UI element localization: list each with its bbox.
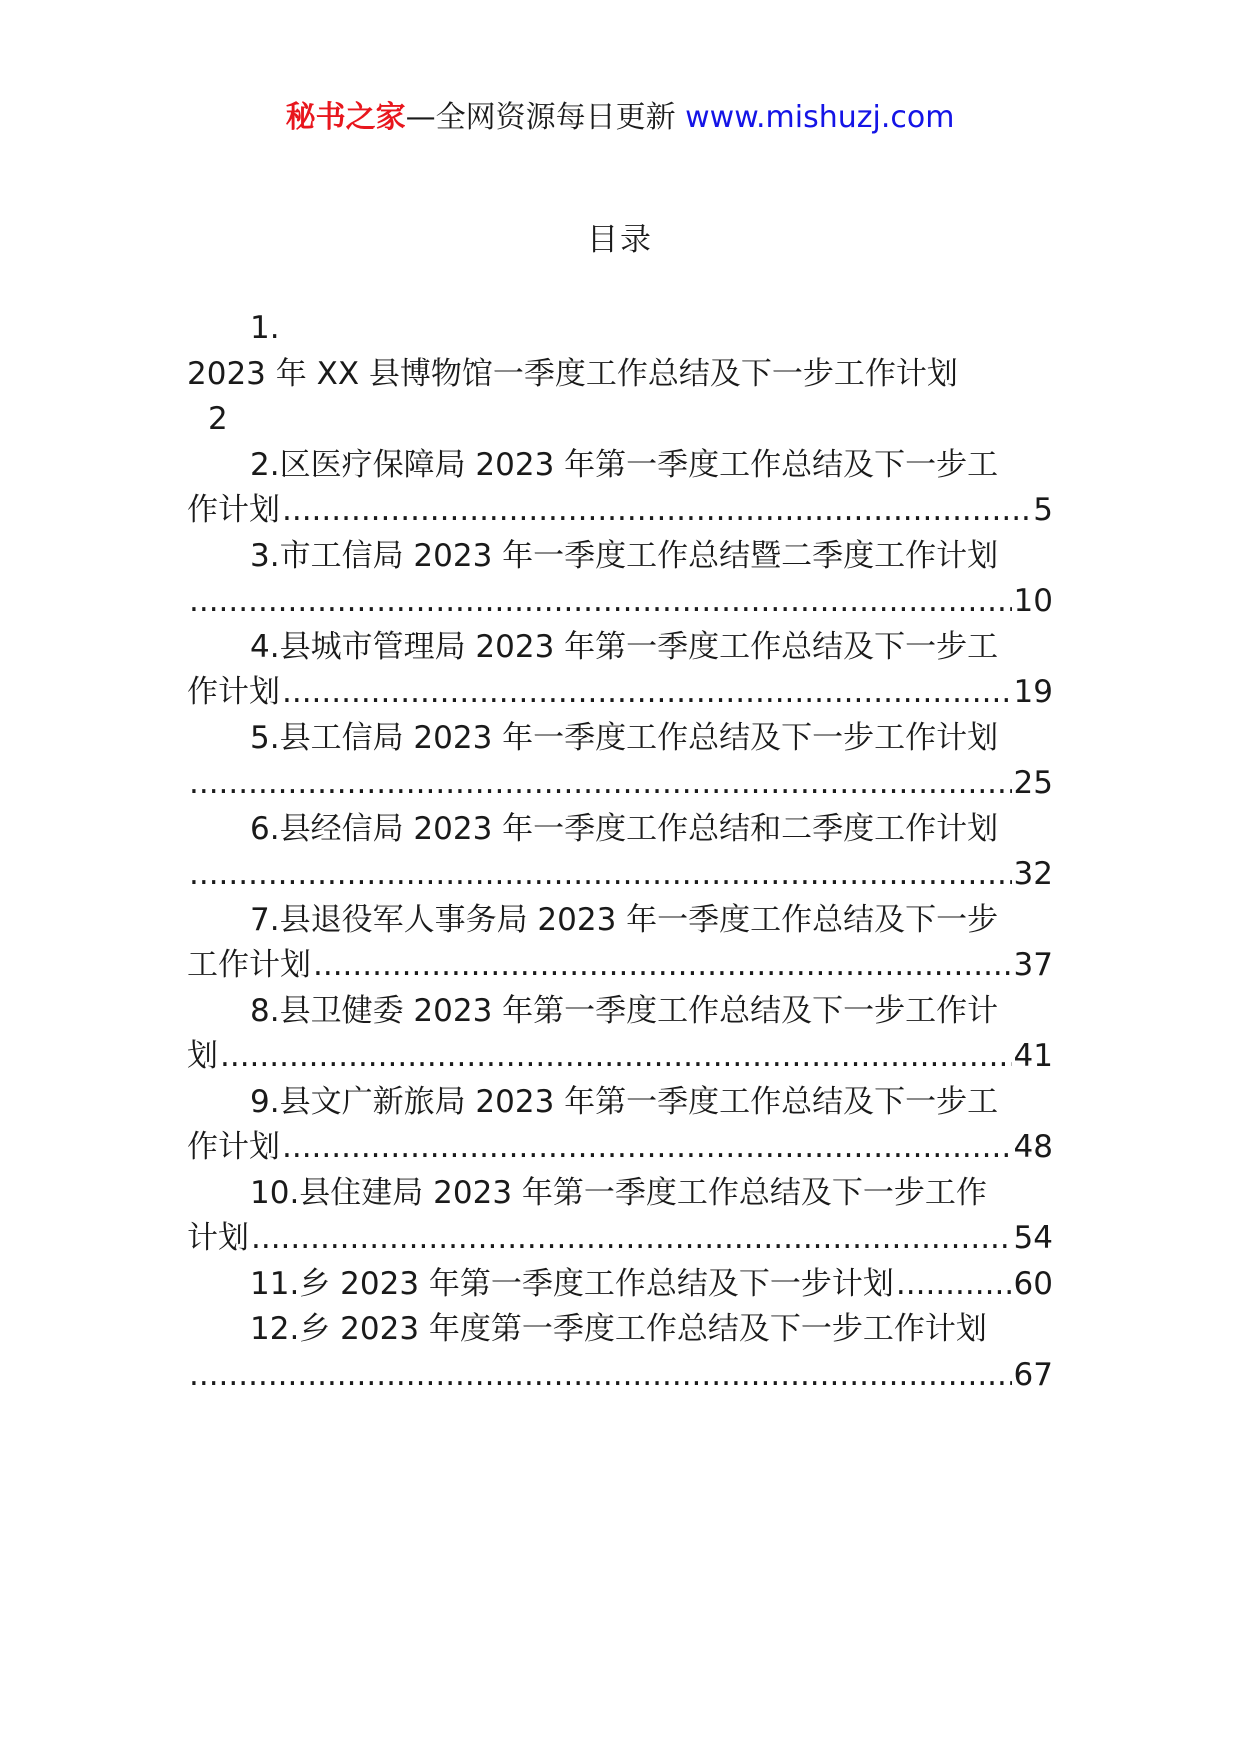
toc-entry-6[interactable] <box>187 807 1053 898</box>
toc-entry-page: 48 <box>1013 1129 1053 1165</box>
toc-entry-title: 2023 年 XX 县博物馆一季度工作总结及下一步工作计划 <box>187 355 958 392</box>
brand-name: 秘书之家 <box>285 100 406 135</box>
toc-entry-11[interactable] <box>187 1262 1053 1308</box>
toc-entry-3[interactable] <box>187 534 1053 625</box>
toc-entry-page: 5 <box>1033 492 1053 528</box>
dot-leader <box>282 670 1012 716</box>
page-header <box>0 98 1240 138</box>
toc-entry-title: 6.县经信局 2023 年一季度工作总结和二季度工作计划 <box>250 810 999 847</box>
toc-entry-title: 3.市工信局 2023 年一季度工作总结暨二季度工作计划 <box>250 537 999 574</box>
toc-entry-title: 2.区医疗保障局 2023 年第一季度工作总结及下一步工 <box>250 446 999 483</box>
toc-entry-8[interactable] <box>187 989 1053 1080</box>
toc-entry-title: 5.县工信局 2023 年一季度工作总结及下一步工作计划 <box>250 719 999 756</box>
toc-entry-page: 25 <box>1013 765 1053 801</box>
dot-leader <box>189 1353 1012 1399</box>
toc-entry-2[interactable] <box>187 443 1053 534</box>
toc-entry-title: 9.县文广新旅局 2023 年第一季度工作总结及下一步工 <box>250 1083 999 1120</box>
dot-leader <box>251 1216 1012 1262</box>
toc-entry-title-continued: 划 <box>187 1038 218 1074</box>
toc-entry-page: 32 <box>1013 856 1053 892</box>
dot-leader <box>282 1125 1012 1171</box>
toc-entry-12[interactable] <box>187 1307 1053 1398</box>
dot-leader <box>189 761 1012 807</box>
toc-entry-title-continued: 作计划 <box>187 1129 280 1165</box>
toc-entry-title: 11.乡 2023 年第一季度工作总结及下一步计划 <box>250 1265 894 1302</box>
page-title: 目录 <box>587 222 653 258</box>
dot-leader <box>896 1262 1012 1308</box>
toc-entry-title: 4.县城市管理局 2023 年第一季度工作总结及下一步工 <box>250 628 999 665</box>
toc-entry-page: 41 <box>1013 1038 1053 1074</box>
dot-leader <box>189 852 1012 898</box>
toc-entry-5[interactable] <box>187 716 1053 807</box>
toc-entry-title-continued: 工作计划 <box>187 947 311 983</box>
toc-entry-title-continued: 作计划 <box>187 492 280 528</box>
toc-entry-4[interactable] <box>187 625 1053 716</box>
toc-entry-title-continued: 计划 <box>187 1220 249 1256</box>
toc-entry-title: 8.县卫健委 2023 年第一季度工作总结及下一步工作计 <box>250 992 999 1029</box>
toc-entry-1[interactable] <box>187 306 1053 443</box>
dot-leader <box>220 1034 1012 1080</box>
table-of-contents <box>187 306 1053 1398</box>
toc-entry-number: 1. <box>250 310 280 346</box>
toc-entry-title-continued: 作计划 <box>187 674 280 710</box>
toc-entry-7[interactable] <box>187 898 1053 989</box>
dot-leader <box>282 488 1031 534</box>
toc-entry-10[interactable] <box>187 1171 1053 1262</box>
toc-entry-title: 10.县住建局 2023 年第一季度工作总结及下一步工作 <box>250 1174 987 1211</box>
toc-entry-title: 12.乡 2023 年度第一季度工作总结及下一步工作计划 <box>250 1311 987 1347</box>
dot-leader <box>189 579 1012 625</box>
toc-entry-page: 54 <box>1013 1220 1053 1256</box>
toc-entry-title: 7.县退役军人事务局 2023 年一季度工作总结及下一步 <box>250 901 999 938</box>
header-tagline: —全网资源每日更新 <box>405 100 676 135</box>
toc-entry-9[interactable] <box>187 1080 1053 1171</box>
site-url-link[interactable]: www.mishuzj.com <box>685 100 955 135</box>
toc-entry-page: 19 <box>1013 674 1053 710</box>
toc-entry-page: 60 <box>1013 1265 1053 1302</box>
toc-entry-page: 37 <box>1013 947 1053 983</box>
toc-entry-page: 67 <box>1013 1356 1053 1393</box>
dot-leader <box>313 943 1012 989</box>
toc-entry-page: 2 <box>208 401 228 437</box>
toc-entry-page: 10 <box>1013 583 1053 619</box>
